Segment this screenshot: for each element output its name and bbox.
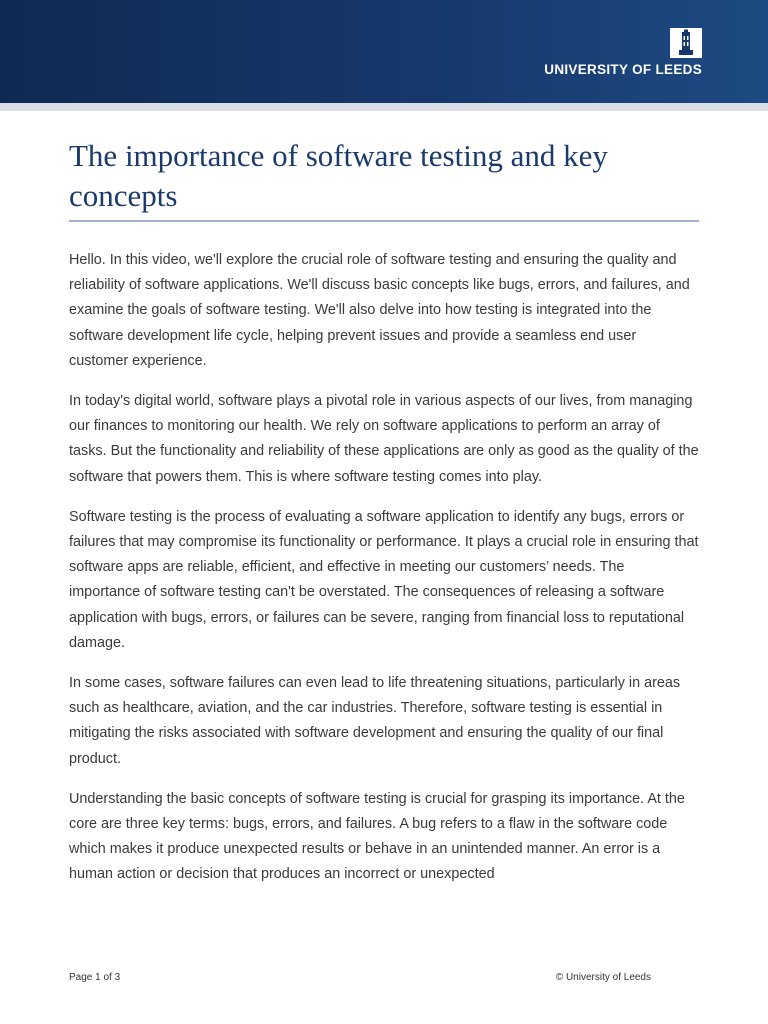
header-banner (0, 0, 768, 103)
page-number: Page 1 of 3 (69, 972, 121, 983)
paragraph: Understanding the basic concepts of software testing is crucial for grasping its importance. At the core are three key terms: bugs, errors, and failures. A bug refers to a flaw in the software code which makes it produce unexpected results or behave in an unintended manner. An error is a human action or decision that produces an incorrect or unexpected (69, 790, 685, 883)
document-title: The importance of software testing and key concepts (69, 138, 608, 213)
paragraph: Software testing is the process of evaluating a software application to identify any bugs, errors or failures that may compromise its functionality or performance. It plays a crucial role in ensuring that software apps are reliable, efficient, and effective in meeting our customers’ needs. The importance of software testing can't be overstated. The consequences of releasing a software application with bugs, errors, or failures can be severe, ranging from financial loss to reputational damage. (69, 508, 699, 651)
paragraph: In today's digital world, software plays a pivotal role in various aspects of our lives, from managing our finances to monitoring our health. We rely on software applications to perform an array of tasks. But the functionality and reliability of these applications are only as good as the quality of the software that powers them. This is where software testing comes into play. (69, 393, 699, 485)
logo-text: UNIVERSITY OF LEEDS (544, 62, 702, 77)
header-divider (0, 103, 768, 111)
paragraph: Hello. In this video, we'll explore the crucial role of software testing and ensuring the quality and reliability of software applications. We'll discuss basic concepts like bugs, errors, and failures, and examine the goals of software testing. We'll also delve into how testing is integrated into the software development life cycle, helping prevent issues and provide a seamless end user customer experience. (69, 252, 690, 369)
title-divider (69, 220, 699, 222)
copyright-notice: © University of Leeds (555, 972, 651, 983)
university-logo[interactable] (522, 28, 702, 80)
parkinson-tower-icon (670, 28, 702, 58)
paragraph: In some cases, software failures can even lead to life threatening situations, particularly in areas such as healthcare, aviation, and the car industries. Therefore, software testing is essential in mitigating the risks associated with software development and ensuring the quality of our final product. (69, 675, 681, 767)
document-body (69, 248, 699, 903)
